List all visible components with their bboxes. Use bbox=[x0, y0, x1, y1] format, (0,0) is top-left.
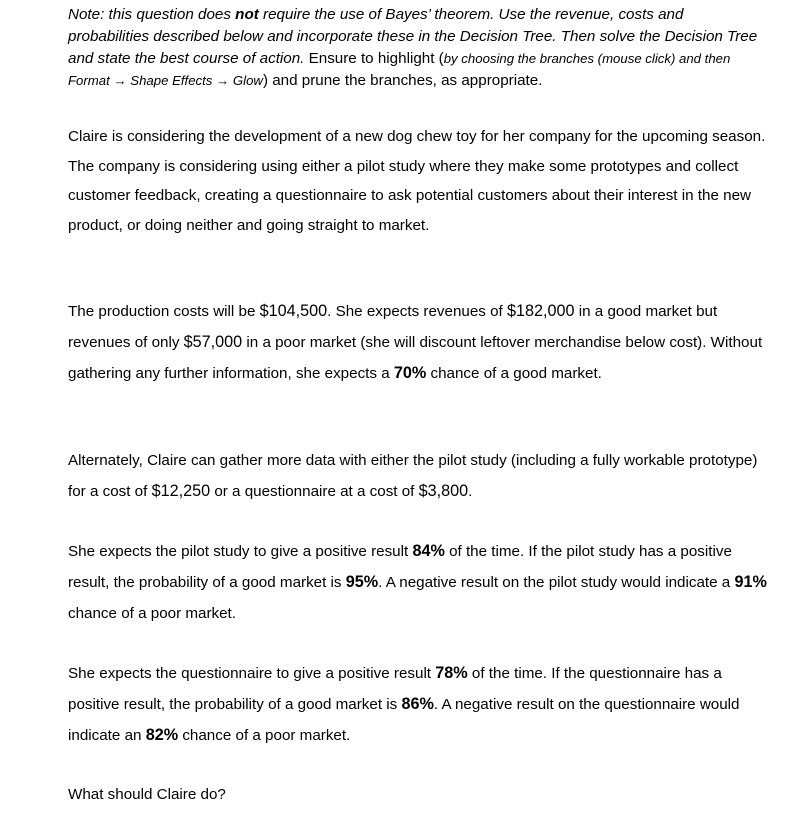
q-text-b: of the time. If the questionnaire has a positive result, the probability of a good market is bbox=[68, 665, 722, 713]
note-text-4: ) and prune the branches, as appropriate. bbox=[262, 72, 543, 89]
q-text-a: She expects the questionnaire to give a positive result bbox=[68, 665, 436, 682]
q-text-c: . A negative result on the questionnaire would indicate an bbox=[68, 696, 740, 744]
questionnaire-poor-prob: 82% bbox=[145, 726, 179, 744]
scenario-text: Claire is considering the development of a new dog chew toy for her company for the upcoming season. The company is considering using either a pilot study where they make some prototypes and collect customer feedback, creating a questionnaire to ask potential customers about their interest in the new product, or doing neither and going straight to market. bbox=[68, 128, 766, 234]
pilot-good-prob: 95% bbox=[345, 573, 379, 591]
questionnaire-good-prob: 86% bbox=[401, 695, 434, 713]
questionnaire-positive-prob: 78% bbox=[435, 664, 468, 682]
note-highlight-instructions: by choosing the branches (mouse click) and then Format → Shape Effects → Glow bbox=[68, 51, 731, 88]
costs-text-a: The production costs will be bbox=[68, 303, 260, 320]
note-text-1c: require the use of Bayes’ theorem. Use the revenue, costs and probabilities described below and incorporate these in the Decision Tree. Then solve the Decision Tree and state the best course of action. bbox=[68, 6, 758, 67]
questionnaire-cost: $3,800 bbox=[418, 482, 469, 500]
gather-text-b: or a questionnaire at a cost of bbox=[210, 483, 419, 500]
pilot-text-b: of the time. If the pilot study has a positive result, the probability of a good market is bbox=[68, 543, 732, 591]
costs-text-e: chance of a good market. bbox=[426, 365, 602, 382]
q-text-d: chance of a poor market. bbox=[178, 727, 351, 744]
pilot-cost: $12,250 bbox=[151, 482, 211, 500]
production-cost: $104,500 bbox=[259, 302, 328, 320]
costs-text-d: in a poor market (she will discount leftover merchandise below cost). Without gathering any further information, she expects a bbox=[68, 334, 763, 382]
costs-text-b: . She expects revenues of bbox=[327, 303, 507, 320]
question-prompt bbox=[68, 780, 768, 810]
note-text-1a: Note: this question does bbox=[68, 6, 236, 23]
pilot-text-d: chance of a poor market. bbox=[68, 605, 236, 622]
poor-market-revenue: $57,000 bbox=[183, 333, 243, 351]
gather-text-c: . bbox=[468, 483, 473, 500]
good-market-revenue: $182,000 bbox=[506, 302, 575, 320]
questionnaire-paragraph bbox=[68, 658, 768, 751]
prob-good-market: 70% bbox=[393, 364, 427, 382]
pilot-study-paragraph bbox=[68, 536, 768, 629]
note-text-2: Ensure to highlight ( bbox=[304, 50, 444, 67]
pilot-poor-prob: 91% bbox=[734, 573, 767, 591]
costs-text-c: in a good market but revenues of only bbox=[68, 303, 718, 351]
gather-text-a: Alternately, Claire can gather more data with either the pilot study (including a fully workable prototype) for a cost of bbox=[68, 452, 758, 500]
pilot-text-c: . A negative result on the pilot study would indicate a bbox=[378, 574, 735, 591]
data-gathering-paragraph bbox=[68, 445, 768, 507]
scenario-paragraph bbox=[68, 122, 768, 240]
pilot-text-a: She expects the pilot study to give a positive result bbox=[68, 543, 413, 560]
question-text: What should Claire do? bbox=[68, 786, 226, 803]
pilot-positive-prob: 84% bbox=[412, 542, 445, 560]
instruction-note bbox=[68, 4, 768, 92]
costs-paragraph bbox=[68, 296, 768, 389]
note-emphasis-not: not bbox=[235, 6, 259, 23]
